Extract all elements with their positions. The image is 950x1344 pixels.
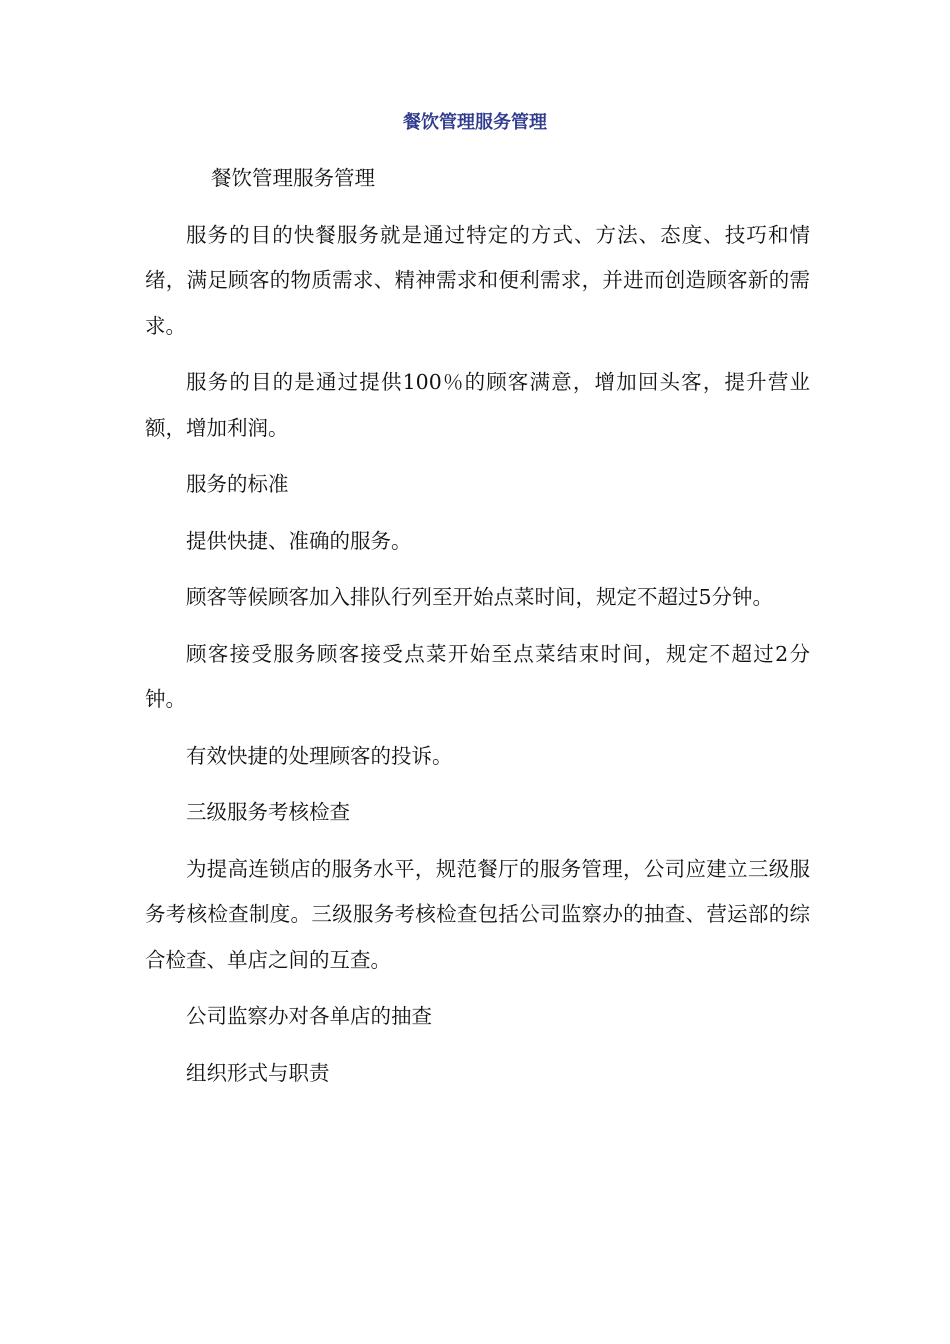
document-title: 餐饮管理服务管理 [403,112,547,133]
paragraph-inspection-office: 公司监察办对各单店的抽查 [186,1004,432,1028]
document-body [145,156,810,1107]
paragraph-three-level-heading: 三级服务考核检查 [186,800,350,824]
paragraph-service-goal: 服务的目的是通过提供100％的顾客满意，增加回头客，提升营业额，增加利润。 [145,370,810,440]
paragraph-ordering-time: 顾客接受服务顾客接受点菜开始至点菜结束时间，规定不超过2分钟。 [145,641,810,711]
paragraph-waiting-time: 顾客等候顾客加入排队行列至开始点菜时间，规定不超过5分钟。 [186,585,774,609]
paragraph-service-standard-heading: 服务的标准 [186,472,289,496]
paragraph-organization-duties: 组织形式与职责 [186,1060,330,1085]
paragraph-service-purpose: 服务的目的快餐服务就是通过特定的方式、方法、态度、技巧和情绪，满足顾客的物质需求、精神需求和便利需求，并进而创造顾客新的需求。 [145,222,810,338]
paragraph-fast-accurate: 提供快捷、准确的服务。 [186,528,412,553]
paragraph-complaints: 有效快捷的处理顾客的投诉。 [186,743,453,768]
paragraph-subtitle: 餐饮管理服务管理 [211,166,375,190]
paragraph-three-level-system: 为提高连锁店的服务水平，规范餐厅的服务管理，公司应建立三级服务考核检查制度。三级服务考核检查包括公司监察办的抽查、营运部的综合检查、单店之间的互查。 [145,856,810,972]
